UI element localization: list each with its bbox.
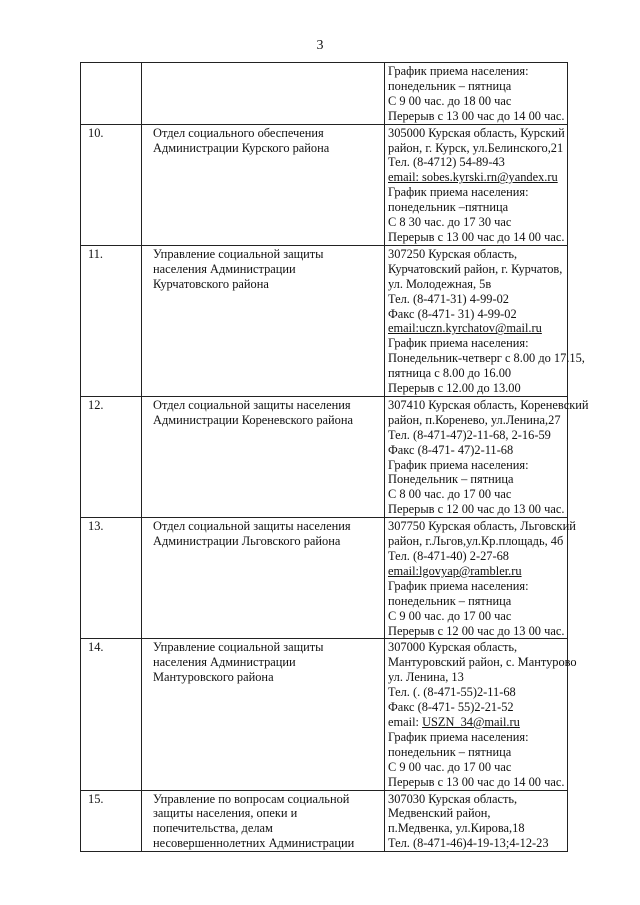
row-number: 13. xyxy=(81,518,142,639)
row-number: 10. xyxy=(81,124,142,245)
table-row xyxy=(81,639,568,790)
row-number: 14. xyxy=(81,639,142,790)
name-line: Администрации Кореневского района xyxy=(153,412,353,427)
info-line: График приема населения: xyxy=(388,729,529,744)
email-link[interactable]: email:uczn.kyrchatov@mail.ru xyxy=(388,321,542,336)
info-line: район, п.Коренево, ул.Ленина,27 xyxy=(388,412,561,427)
name-line: Мантуровского района xyxy=(153,670,274,685)
info-line: понедельник – пятница xyxy=(388,593,512,608)
info-line: понедельник –пятница xyxy=(388,200,509,215)
info-line: Тел. (8-4712) 54-89-43 xyxy=(388,155,505,170)
contact-info xyxy=(385,518,576,639)
page-number: 3 xyxy=(316,38,324,53)
info-line: С 8 00 час. до 17 00 час xyxy=(388,487,512,502)
info-line: Перерыв с 12.00 до 13.00 xyxy=(388,381,521,396)
info-line: п.Медвенка, ул.Кирова,18 xyxy=(388,821,525,836)
info-line: 307410 Курская область, Кореневский xyxy=(388,397,589,412)
info-line: 307750 Курская область, Льговский xyxy=(388,519,576,534)
info-line: Медвенский район, xyxy=(388,806,491,821)
info-line: Факс (8-471- 47)2-11-68 xyxy=(388,442,514,457)
info-line: район, г. Курск, ул.Белинского,21 xyxy=(388,140,564,155)
info-line: Тел. (8-471-47)2-11-68, 2-16-59 xyxy=(388,427,551,442)
row-number: 11. xyxy=(81,245,142,396)
email-link[interactable]: email: sobes.kyrski.rn@yandex.ru xyxy=(388,170,558,185)
info-line: 307000 Курская область, xyxy=(388,640,518,655)
table-row xyxy=(81,245,568,396)
table-row xyxy=(81,124,568,245)
name-line: Отдел социального обеспечения xyxy=(153,125,324,140)
info-line: ул. Молодежная, 5в xyxy=(388,276,492,291)
info-line: Перерыв с 12 00 час до 13 00 час. xyxy=(388,623,565,638)
info-line: ул. Ленина, 13 xyxy=(388,670,464,685)
info-line: Тел. (. (8-471-55)2-11-68 xyxy=(388,685,516,700)
info-line: Тел. (8-471-46)4-19-13;4-12-23 xyxy=(388,836,549,851)
organization-name xyxy=(142,518,385,639)
name-line: Администрации Льговского района xyxy=(153,534,341,549)
row-number xyxy=(81,63,142,125)
name-line: защиты населения, опеки и xyxy=(153,806,298,821)
info-line: 307030 Курская область, xyxy=(388,791,518,806)
info-line: График приема населения: xyxy=(388,64,529,78)
contact-info xyxy=(385,639,577,790)
name-line: Управление социальной защиты xyxy=(153,246,324,261)
info-line: понедельник – пятница xyxy=(388,744,512,759)
row-number: 15. xyxy=(81,790,142,852)
table-row xyxy=(81,518,568,639)
info-line: 305000 Курская область, Курский xyxy=(388,125,565,140)
info-line: 307250 Курская область, xyxy=(388,246,518,261)
row-number: 12. xyxy=(81,396,142,517)
info-line: С 8 30 час. до 17 30 час xyxy=(388,215,512,230)
name-line: населения Администрации xyxy=(153,655,296,670)
info-line: понедельник – пятница xyxy=(388,78,512,93)
info-line: С 9 00 час. до 18 00 час xyxy=(388,93,512,108)
table-row xyxy=(81,63,568,125)
email-link[interactable]: USZN_34@mail.ru xyxy=(422,714,520,729)
contact-info xyxy=(385,124,568,245)
email-link[interactable]: email:lgovyap@rambler.ru xyxy=(388,563,522,578)
info-line: График приема населения: xyxy=(388,185,529,200)
organization-name xyxy=(142,639,385,790)
name-line: Управление по вопросам социальной xyxy=(153,791,350,806)
contacts-table xyxy=(80,62,589,852)
name-line: Администрации Курского района xyxy=(153,140,330,155)
contact-info xyxy=(385,63,568,125)
info-line: Перерыв с 13 00 час до 14 00 час. xyxy=(388,774,565,789)
name-line: Отдел социальной защиты населения xyxy=(153,397,351,412)
name-line: Курчатовского района xyxy=(153,276,269,291)
contact-info xyxy=(385,396,589,517)
name-line: Управление социальной защиты xyxy=(153,640,324,655)
info-line: С 9 00 час. до 17 00 час xyxy=(388,759,512,774)
info-line: Мантуровский район, с. Мантурово xyxy=(388,655,577,670)
info-line: Перерыв с 13 00 час до 14 00 час. xyxy=(388,108,565,123)
info-line: Понедельник-четверг с 8.00 до 17.15, xyxy=(388,351,585,366)
name-line: населения Администрации xyxy=(153,261,296,276)
organization-name xyxy=(142,245,385,396)
table-row xyxy=(81,396,568,517)
info-line: Перерыв с 13 00 час до 14 00 час. xyxy=(388,229,565,244)
contact-info xyxy=(385,790,568,852)
info-line: График приема населения: xyxy=(388,336,529,351)
organization-name xyxy=(142,396,385,517)
organization-name xyxy=(142,63,385,125)
info-line: График приема населения: xyxy=(388,578,529,593)
table-row xyxy=(81,790,568,852)
info-line: Тел. (8-471-31) 4-99-02 xyxy=(388,291,509,306)
organization-name xyxy=(142,790,385,852)
info-line: Тел. (8-471-40) 2-27-68 xyxy=(388,549,509,563)
info-line: Понедельник – пятница xyxy=(388,472,514,487)
info-line: Факс (8-471- 31) 4-99-02 xyxy=(388,306,517,321)
info-line: График приема населения: xyxy=(388,457,529,472)
info-line: район, г.Льгов,ул.Кр.площадь, 4б xyxy=(388,534,564,549)
organization-name xyxy=(142,124,385,245)
name-line: несовершеннолетних Администрации xyxy=(153,836,355,851)
info-line: Курчатовский район, г. Курчатов, xyxy=(388,261,563,276)
info-line: С 9 00 час. до 17 00 час xyxy=(388,608,512,623)
name-line: попечительства, делам xyxy=(153,821,273,836)
name-line: Отдел социальной защиты населения xyxy=(153,519,351,534)
info-line: Перерыв с 12 00 час до 13 00 час. xyxy=(388,502,565,517)
info-line: email: USZN_34@mail.ru xyxy=(388,714,520,729)
contact-info xyxy=(385,245,585,396)
info-line: Факс (8-471- 55)2-21-52 xyxy=(388,700,514,715)
info-line: пятница с 8.00 до 16.00 xyxy=(388,366,512,381)
